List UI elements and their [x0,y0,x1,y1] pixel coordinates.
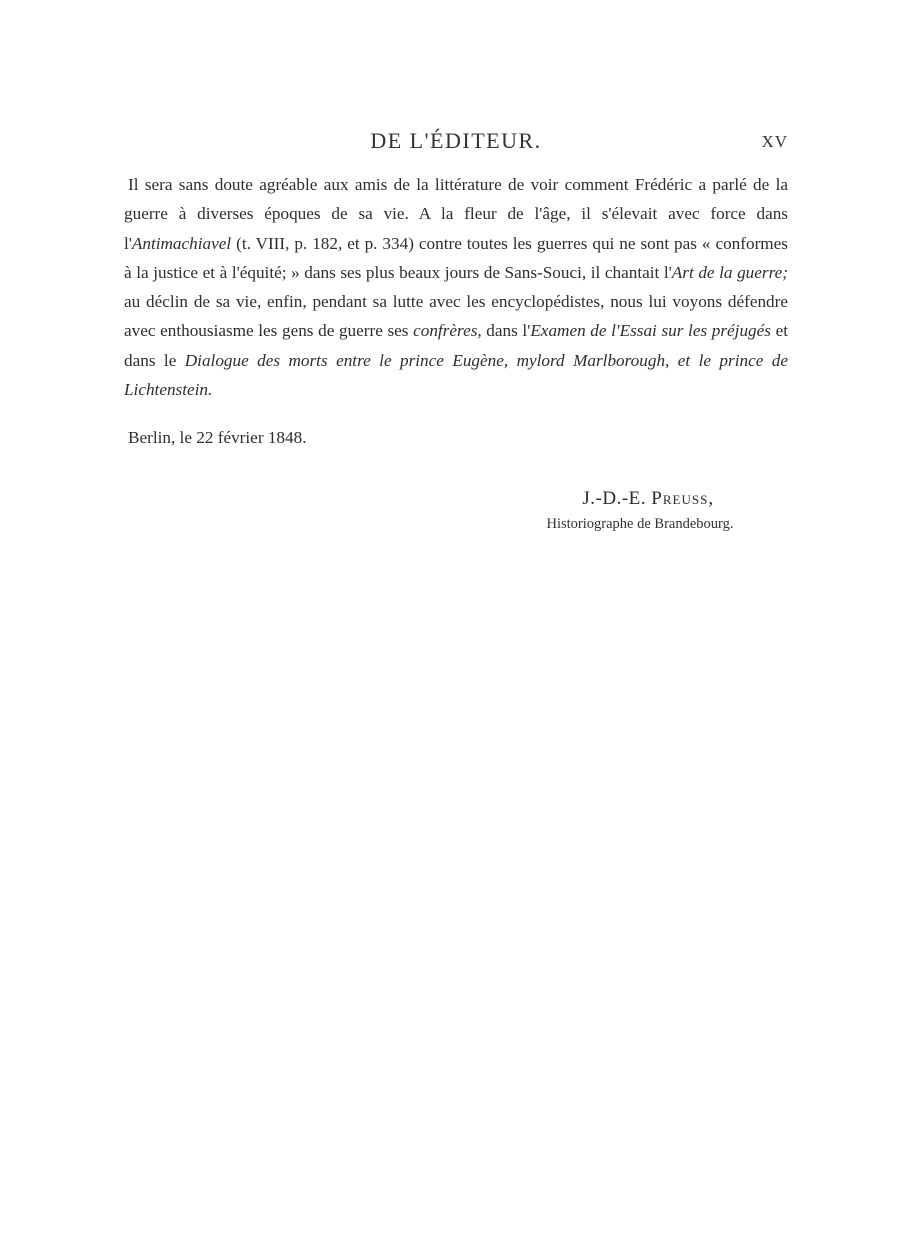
signature-block [470,488,770,533]
signature-surname: Preuss [651,488,709,509]
italic-title-art-de-la-guerre: Art de la guerre; [671,262,788,282]
italic-word-confreres: confrères, [413,321,482,341]
text-segment: au déclin de sa vie, enfin, pendant sa lutte avec les encyclopédistes, nous lui voyons défendre avec enthousiasme les gens de guerre ses [124,292,788,341]
signature-comma: , [708,488,714,509]
text-segment: et dans le [124,321,788,370]
signature-name [526,488,770,510]
text-segment: (t. VIII, p. 182, et p. 334) contre toutes les guerres qui ne sont pas « conformes à la justice et à l'équité; » dans ses plus beaux jours de Sans-Souci, il chantait l' [124,233,788,282]
dateline: Berlin, le 22 février 1848. [128,428,307,447]
signature-initials: J.-D.-E. [582,488,652,509]
running-title: DE L'ÉDITEUR. [370,128,542,153]
body-paragraph [124,170,788,404]
page-number: XV [761,132,788,151]
italic-title-examen: Examen de l'Essai sur les préjugés [530,321,771,341]
italic-title-antimachiavel: Antimachiavel [131,233,232,253]
text-segment: dans l' [481,321,531,341]
running-head [124,128,788,158]
signature-role: Historiographe de Brandebourg. [546,516,734,532]
italic-title-dialogue: Dialogue des morts entre le prince Eugène, mylord Marlborough, et le prince de Lichtenstein. [124,350,788,400]
paragraph [124,170,788,404]
text-segment: Il sera sans doute agréable aux amis de la littérature de voir comment Frédéric a parlé de la guerre à diverses époques de sa vie. A la fleur de l'âge, il s'élevait avec force dans l' [124,175,788,253]
